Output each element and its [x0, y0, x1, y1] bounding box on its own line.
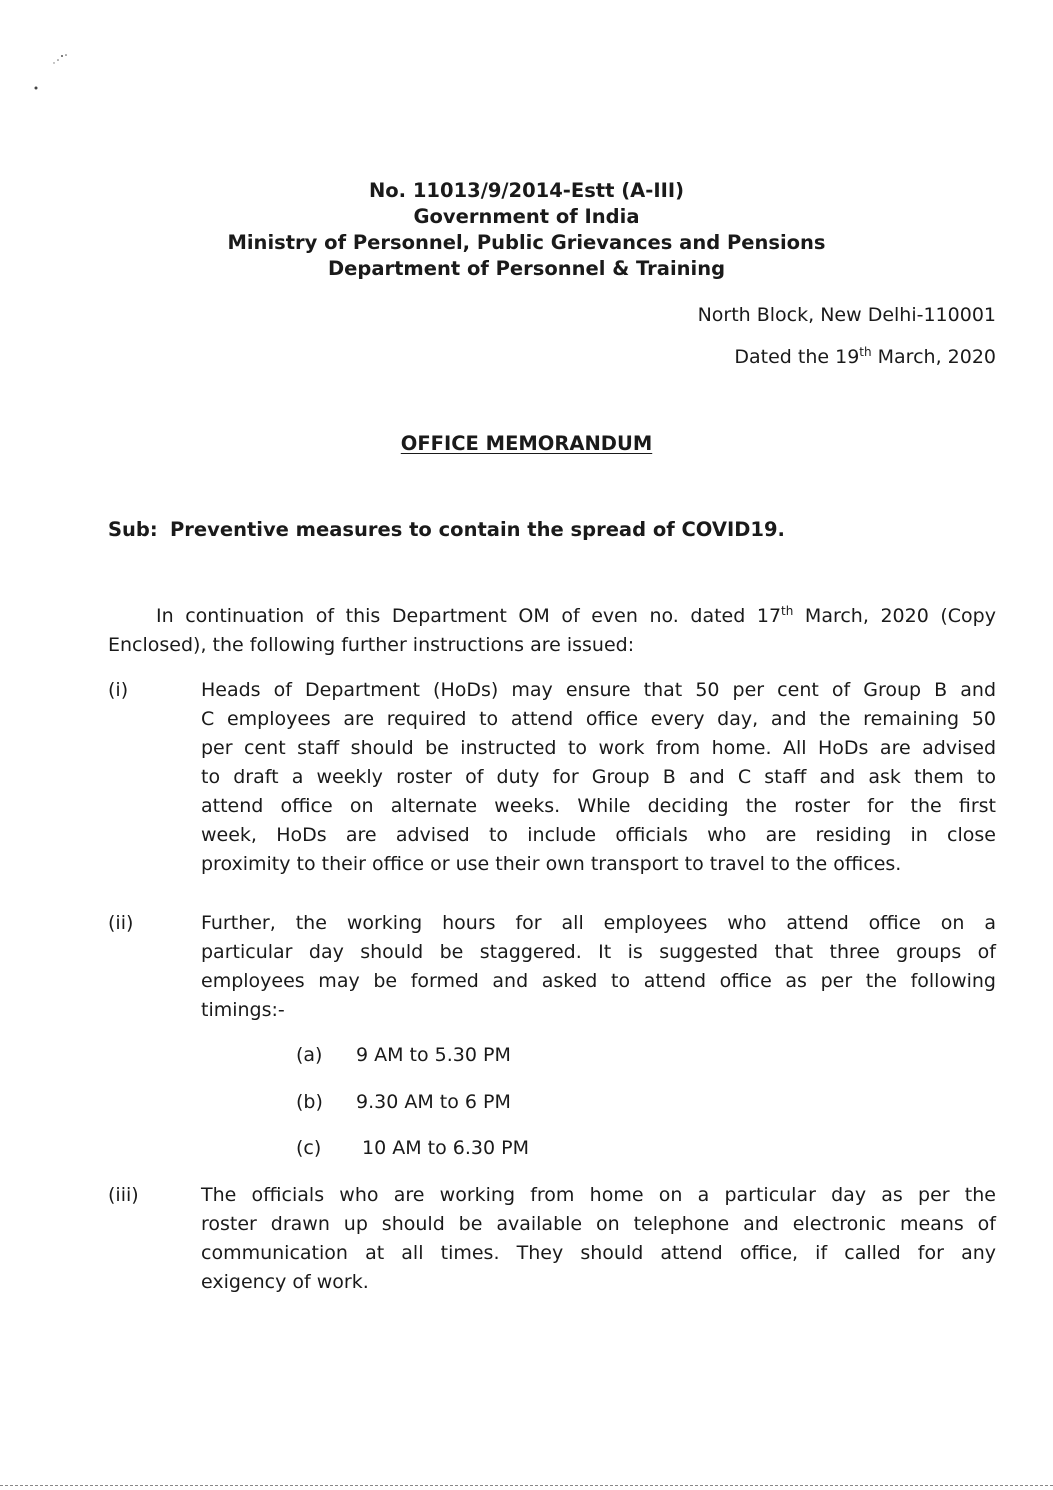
item-line: Further, the working hours for all employees who attend office on a — [201, 912, 996, 934]
item-number: (iii) — [108, 1184, 139, 1206]
date-prefix: Dated the 19 — [734, 346, 860, 368]
item-line: Heads of Department (HoDs) may ensure that 50 per cent of Group B and — [201, 679, 996, 701]
timing-c — [296, 1137, 529, 1159]
date-suffix: th — [859, 345, 872, 359]
intro-part1: In continuation of this Department OM of even no. dated 17 — [156, 605, 782, 627]
timing-value: 10 AM to 6.30 PM — [356, 1137, 529, 1159]
intro-part2: March, 2020 (Copy Enclosed), the following further instructions are issued: — [108, 605, 996, 656]
item-line: per cent staff should be instructed to work from home. All HoDs are advised — [201, 737, 996, 759]
intro-paragraph — [108, 602, 996, 660]
item-number: (ii) — [108, 912, 134, 934]
timing-value: 9.30 AM to 6 PM — [356, 1091, 511, 1113]
date-rest: March, 2020 — [871, 346, 996, 368]
timing-value: 9 AM to 5.30 PM — [356, 1044, 511, 1066]
item-line: week, HoDs are advised to include officials who are residing in close — [201, 824, 996, 846]
memo-title: OFFICE MEMORANDUM — [400, 432, 653, 455]
file-number: No. 11013/9/2014-Estt (A-III) — [368, 179, 685, 202]
place-line: North Block, New Delhi-110001 — [697, 304, 996, 326]
instruction-item-3 — [108, 1181, 996, 1297]
item-number: (i) — [108, 679, 129, 701]
page-bottom-rule — [0, 1485, 1053, 1486]
item-line: attend office on alternate weeks. While deciding the roster for the first — [201, 795, 996, 817]
department-name: Department of Personnel & Training — [327, 257, 726, 280]
letterhead — [0, 178, 1053, 282]
item-line: proximity to their office or use their own transport to travel to the offices. — [201, 853, 902, 875]
timing-label: (c) — [296, 1137, 322, 1159]
date-line — [734, 346, 996, 368]
item-line: The officials who are working from home on a particular day as per the — [201, 1184, 996, 1206]
item-text — [201, 1181, 996, 1297]
item-line: exigency of work. — [201, 1271, 369, 1293]
item-line: particular day should be staggered. It is suggested that three groups of — [201, 941, 996, 963]
item-line: communication at all times. They should attend office, if called for any — [201, 1242, 996, 1264]
item-line: timings:- — [201, 999, 285, 1021]
timing-a — [296, 1044, 511, 1066]
item-text — [201, 909, 996, 1025]
item-line: to draft a weekly roster of duty for Group B and C staff and ask them to — [201, 766, 996, 788]
item-line: employees may be formed and asked to attend office as per the following — [201, 970, 996, 992]
subject-label: Sub: — [108, 518, 158, 541]
subject-line — [108, 518, 785, 541]
instruction-item-1 — [108, 676, 996, 879]
timing-label: (b) — [296, 1091, 323, 1113]
subject-text: Preventive measures to contain the spread of COVID19. — [170, 518, 785, 541]
scan-speck-mark — [32, 48, 92, 98]
government-name: Government of India — [413, 205, 640, 228]
intro-sup: th — [781, 604, 794, 618]
timing-b — [296, 1091, 511, 1113]
item-line: C employees are required to attend office every day, and the remaining 50 — [201, 708, 996, 730]
ministry-name: Ministry of Personnel, Public Grievances and Pensions — [227, 231, 826, 254]
timing-label: (a) — [296, 1044, 323, 1066]
item-line: roster drawn up should be available on telephone and electronic means of — [201, 1213, 996, 1235]
instruction-item-2 — [108, 909, 996, 1025]
item-text — [201, 676, 996, 879]
